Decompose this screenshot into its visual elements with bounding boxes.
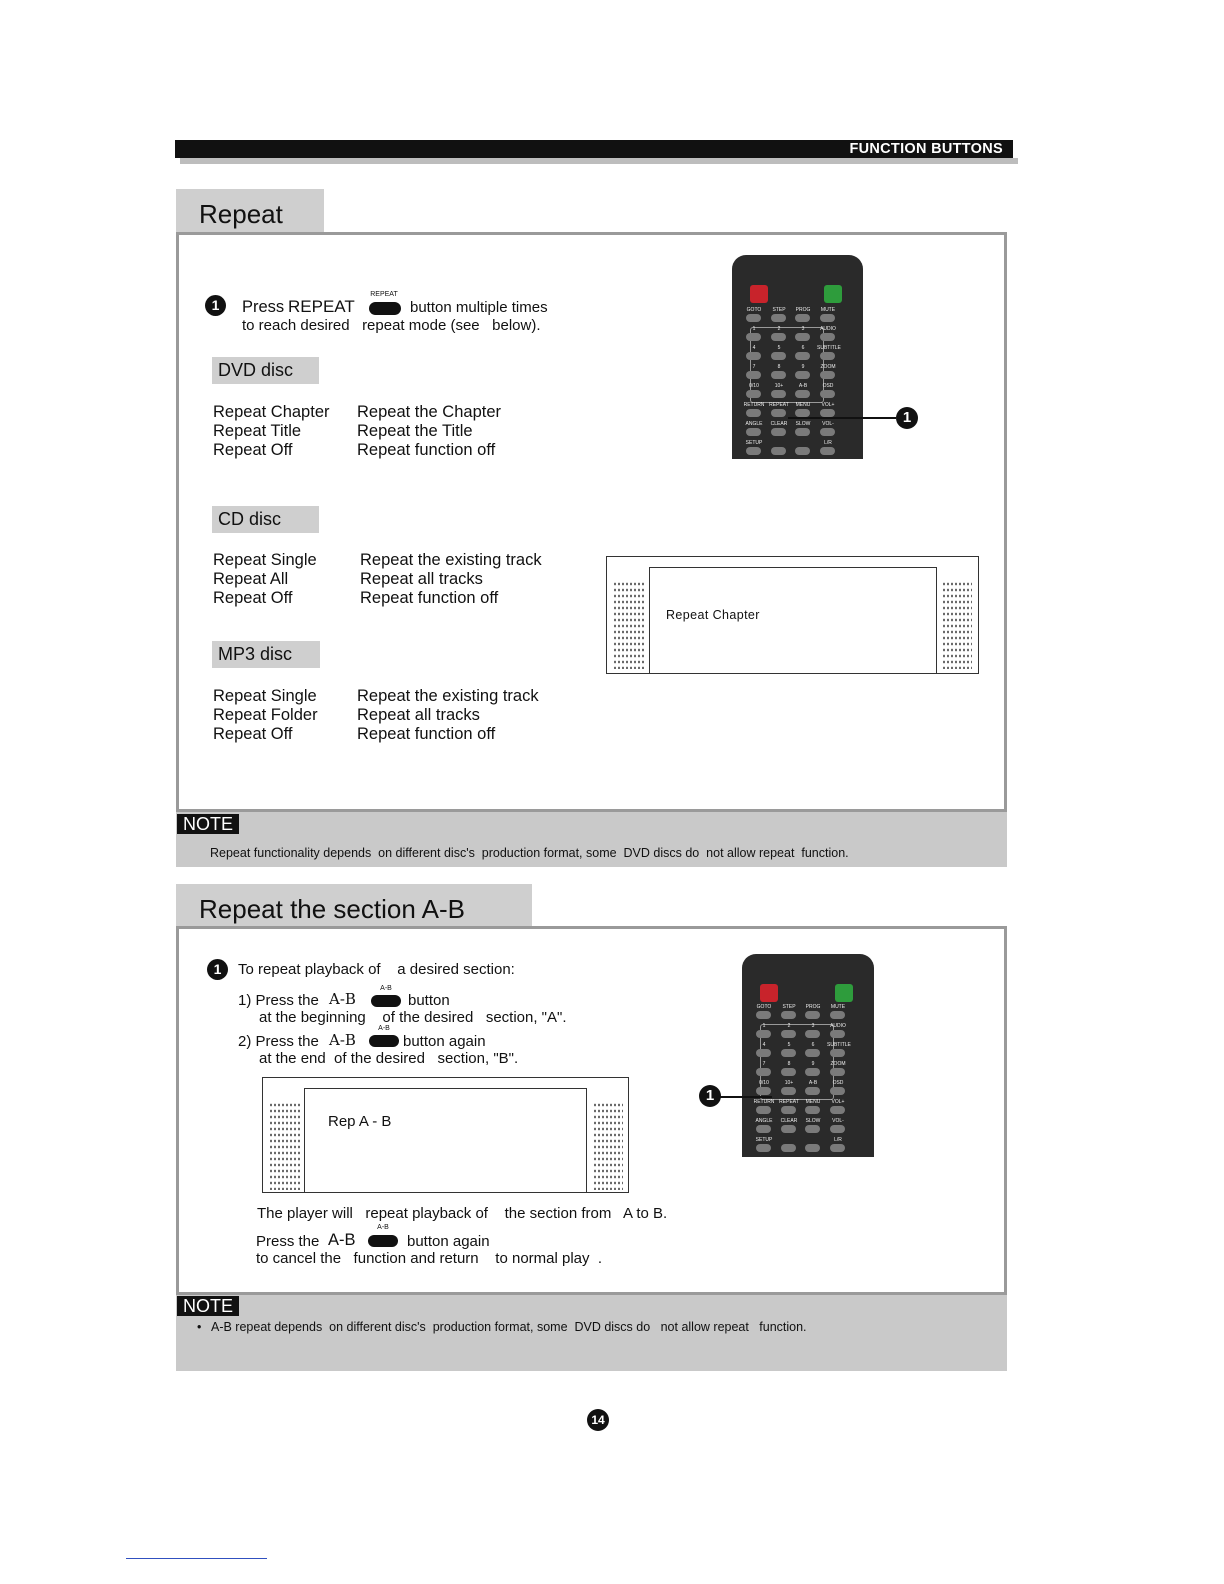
remote-button-label: MUTE: [820, 307, 836, 313]
instruction-line2: to reach desired repeat mode (see below).: [242, 317, 541, 334]
note-text: Repeat functionality depends on different disc's production format, some DVD discs do not allow repeat function.: [210, 846, 849, 860]
list-item: Repeat Folder: [213, 706, 318, 724]
remote-button: [771, 333, 786, 341]
remote-button: [805, 1068, 820, 1076]
remote-button-label: 1: [762, 1023, 766, 1029]
remote-button: [746, 428, 761, 436]
ab-step2-line2: at the end of the desired section, "B".: [259, 1050, 519, 1067]
remote-button-label: ANGLE: [755, 1118, 773, 1124]
remote-button: [771, 390, 786, 398]
list-item: Repeat All: [213, 570, 289, 588]
remote-button: [805, 1087, 820, 1095]
eject-button: [824, 285, 842, 303]
list-item: Repeat Single: [213, 687, 317, 705]
repeat-section-title: Repeat: [176, 189, 324, 235]
remote-button: [805, 1144, 820, 1152]
remote-button: [830, 1087, 845, 1095]
ab-glyph: A-B: [329, 1031, 356, 1049]
cd-mode-list: [213, 551, 317, 608]
remote-button-label: CLEAR: [770, 421, 788, 427]
remote-button-label: 2: [777, 326, 781, 332]
footer-link-line: [126, 1558, 267, 1559]
remote-button: [746, 371, 761, 379]
remote-button-label: GOTO: [746, 307, 762, 313]
remote-button: [756, 1030, 771, 1038]
list-item: Repeat the Chapter: [357, 403, 502, 421]
speaker-grille-right: [593, 1102, 623, 1190]
remote-button: [746, 447, 761, 455]
tv-display: [304, 1088, 587, 1193]
ab-pill-label: A-B: [380, 985, 392, 992]
ab-step1-line2: at the beginning of the desired section, "A".: [259, 1009, 567, 1026]
repeat-button-icon: [369, 302, 401, 315]
remote-button-label: 10+: [784, 1080, 794, 1086]
remote-button: [805, 1049, 820, 1057]
remote-button-label: MENU: [805, 1099, 821, 1105]
list-item: Repeat function off: [360, 589, 499, 607]
remote-button-label: SLOW: [805, 1118, 821, 1124]
remote-button-label: 6: [811, 1042, 815, 1048]
remote-control-image: [742, 954, 874, 1157]
section-header-label: FUNCTION BUTTONS: [849, 141, 1003, 157]
remote-button: [756, 1049, 771, 1057]
remote-button-label: RETURN: [743, 402, 765, 408]
remote-button: [756, 1144, 771, 1152]
remote-button: [771, 352, 786, 360]
list-item: Repeat Single: [213, 551, 317, 569]
list-item: Repeat Title: [213, 422, 302, 440]
callout-line: [720, 1096, 772, 1098]
remote-button-grid: [753, 1004, 861, 1154]
list-item: Repeat function off: [357, 441, 496, 459]
remote-button-label: 4: [762, 1042, 766, 1048]
remote-button: [795, 409, 810, 417]
cd-disc-label: CD disc: [212, 506, 319, 533]
remote-button: [756, 1068, 771, 1076]
list-item: Repeat the existing track: [357, 687, 539, 705]
page-number-badge: 14: [587, 1409, 609, 1431]
remote-control-image: [732, 255, 863, 459]
remote-button-label: 8: [777, 364, 781, 370]
remote-button: [781, 1125, 796, 1133]
remote-button: [830, 1144, 845, 1152]
note-text: A-B repeat depends on different disc's production format, some DVD discs do not allow repeat function.: [211, 1320, 807, 1334]
remote-button-label: 9: [811, 1061, 815, 1067]
remote-button: [795, 371, 810, 379]
remote-button-label: 7: [752, 364, 756, 370]
remote-button: [820, 352, 835, 360]
remote-button-label: L/R: [824, 440, 832, 446]
remote-button: [820, 428, 835, 436]
mp3-desc-list: [357, 687, 539, 744]
remote-button: [771, 428, 786, 436]
remote-button-label: PROG: [805, 1004, 821, 1010]
dvd-disc-label: DVD disc: [212, 357, 319, 384]
step-number-badge: 1: [205, 295, 226, 316]
note-label: NOTE: [177, 814, 239, 834]
ab-button-icon: [368, 1235, 398, 1247]
remote-button: [771, 314, 786, 322]
remote-button-label: 0/10: [749, 383, 759, 389]
mp3-disc-label: MP3 disc: [212, 641, 320, 668]
remote-button: [820, 409, 835, 417]
note-label: NOTE: [177, 1296, 239, 1316]
remote-button: [830, 1068, 845, 1076]
remote-button-label: VOL-: [822, 421, 834, 427]
remote-button-label: STEP: [772, 307, 786, 313]
remote-button: [795, 428, 810, 436]
dvd-desc-list: [357, 403, 501, 460]
callout-number: 1: [699, 1085, 721, 1107]
dvd-mode-list: [213, 403, 330, 460]
remote-button-label: 5: [777, 345, 781, 351]
osd-text: Repeat Chapter: [666, 608, 760, 622]
list-item: Repeat all tracks: [360, 570, 483, 588]
press-word: Press: [242, 298, 285, 316]
ab-step1-suffix: button: [408, 992, 450, 1009]
remote-button: [746, 314, 761, 322]
remote-button-label: ANGLE: [745, 421, 763, 427]
remote-button: [820, 333, 835, 341]
ab-cancel-line2: to cancel the function and return to normal play .: [256, 1250, 603, 1267]
remote-button: [771, 371, 786, 379]
tv-screen-illustration: [606, 556, 979, 674]
ab-section-title: Repeat the section A-B: [176, 884, 532, 930]
ab-step2-suffix: button again: [403, 1033, 486, 1050]
ab-step1-prefix: 1) Press the: [238, 992, 319, 1009]
remote-button-label: ZOOM: [820, 364, 836, 370]
remote-button-label: STEP: [782, 1004, 796, 1010]
remote-button: [781, 1068, 796, 1076]
remote-button-label: REPEAT: [769, 402, 789, 408]
ab-cancel-suffix: button again: [407, 1233, 490, 1250]
ab-step2-prefix: 2) Press the: [238, 1033, 319, 1050]
remote-button-label: 3: [801, 326, 805, 332]
remote-button-label: 7: [762, 1061, 766, 1067]
list-item: Repeat Off: [213, 441, 293, 459]
remote-button: [830, 1049, 845, 1057]
remote-button: [805, 1011, 820, 1019]
remote-button-label: SUBTITLE: [827, 1042, 851, 1048]
remote-button: [805, 1125, 820, 1133]
tv-display: [649, 567, 937, 674]
remote-button: [781, 1011, 796, 1019]
instruction-line1: button multiple times: [410, 299, 548, 316]
remote-button-label: ZOOM: [830, 1061, 846, 1067]
tv-screen-illustration: [262, 1077, 629, 1193]
remote-button: [756, 1087, 771, 1095]
remote-button: [771, 409, 786, 417]
remote-button: [795, 390, 810, 398]
remote-button: [746, 409, 761, 417]
remote-button-label: MENU: [795, 402, 811, 408]
remote-button-label: A-B: [798, 383, 808, 389]
ab-result-text: The player will repeat playback of the section from A to B.: [257, 1205, 668, 1222]
remote-button: [820, 371, 835, 379]
list-item: Repeat the Title: [357, 422, 473, 440]
remote-button-label: VOL+: [831, 1099, 845, 1105]
eject-button: [835, 984, 853, 1002]
remote-button-label: OSD: [822, 383, 834, 389]
remote-button: [746, 352, 761, 360]
remote-button-label: OSD: [832, 1080, 844, 1086]
remote-button-label: 4: [752, 345, 756, 351]
list-item: Repeat function off: [357, 725, 496, 743]
remote-button: [795, 314, 810, 322]
remote-button: [830, 1125, 845, 1133]
remote-button-label: VOL-: [832, 1118, 844, 1124]
power-button: [750, 285, 768, 303]
remote-button-label: L/R: [834, 1137, 842, 1143]
note-bullet: •: [197, 1320, 202, 1334]
callout-line: [788, 417, 896, 419]
remote-button-label: GOTO: [756, 1004, 772, 1010]
remote-button: [756, 1106, 771, 1114]
remote-button-label: RETURN: [753, 1099, 775, 1105]
remote-button-label: 5: [787, 1042, 791, 1048]
list-item: Repeat Chapter: [213, 403, 330, 421]
remote-button-label: 8: [787, 1061, 791, 1067]
remote-button-label: VOL+: [821, 402, 835, 408]
callout-number: 1: [896, 407, 918, 429]
speaker-grille-left: [613, 581, 645, 669]
ab-cancel-prefix: Press the: [256, 1233, 320, 1250]
remote-button: [805, 1030, 820, 1038]
list-item: Repeat all tracks: [357, 706, 480, 724]
remote-button: [756, 1011, 771, 1019]
remote-button-label: AUDIO: [820, 326, 836, 332]
repeat-pill-label: REPEAT: [370, 291, 398, 298]
ab-glyph: A-B: [329, 990, 356, 1008]
remote-button: [795, 352, 810, 360]
remote-button: [820, 447, 835, 455]
remote-button-label: SETUP: [745, 440, 763, 446]
remote-button: [820, 314, 835, 322]
remote-button: [781, 1144, 796, 1152]
step-number-badge: 1: [207, 959, 228, 980]
ab-intro: To repeat playback of a desired section:: [238, 961, 515, 978]
remote-button: [781, 1106, 796, 1114]
remote-button-label: AUDIO: [830, 1023, 846, 1029]
repeat-button-name: REPEAT: [288, 297, 355, 316]
remote-button: [781, 1049, 796, 1057]
remote-button: [830, 1106, 845, 1114]
remote-button-label: 3: [811, 1023, 815, 1029]
speaker-grille-left: [269, 1102, 301, 1190]
remote-button: [746, 333, 761, 341]
remote-button-label: A-B: [808, 1080, 818, 1086]
remote-button: [795, 333, 810, 341]
remote-button: [746, 390, 761, 398]
cd-desc-list: [360, 551, 542, 608]
remote-button-label: SUBTITLE: [817, 345, 841, 351]
remote-button: [781, 1087, 796, 1095]
remote-button-label: 6: [801, 345, 805, 351]
remote-button: [781, 1030, 796, 1038]
remote-button: [795, 447, 810, 455]
header-bar-shadow: [180, 158, 1018, 164]
remote-button-label: SLOW: [795, 421, 811, 427]
remote-button: [830, 1011, 845, 1019]
power-button: [760, 984, 778, 1002]
header-bar: [175, 140, 1013, 158]
ab-button-icon: [369, 1035, 399, 1047]
remote-button: [756, 1125, 771, 1133]
remote-button-label: SETUP: [755, 1137, 773, 1143]
ab-cancel-glyph: A-B: [328, 1231, 356, 1249]
speaker-grille-right: [942, 581, 972, 669]
remote-button: [820, 390, 835, 398]
ab-button-icon: [371, 995, 401, 1007]
remote-button-label: 9: [801, 364, 805, 370]
remote-button-label: 0/10: [759, 1080, 769, 1086]
remote-button-label: CLEAR: [780, 1118, 798, 1124]
mp3-mode-list: [213, 687, 318, 744]
remote-button-label: 2: [787, 1023, 791, 1029]
remote-button-label: MUTE: [830, 1004, 846, 1010]
list-item: Repeat Off: [213, 725, 293, 743]
remote-button: [771, 447, 786, 455]
remote-button-label: 10+: [774, 383, 784, 389]
remote-button-label: REPEAT: [779, 1099, 799, 1105]
remote-button: [830, 1030, 845, 1038]
remote-button: [805, 1106, 820, 1114]
remote-button-label: PROG: [795, 307, 811, 313]
remote-button-grid: [743, 307, 851, 457]
ab-pill-label: A-B: [377, 1224, 389, 1231]
list-item: Repeat the existing track: [360, 551, 542, 569]
list-item: Repeat Off: [213, 589, 293, 607]
ab-pill-label: A-B: [378, 1025, 390, 1032]
remote-button-label: 1: [752, 326, 756, 332]
osd-text: Rep A - B: [328, 1113, 392, 1130]
